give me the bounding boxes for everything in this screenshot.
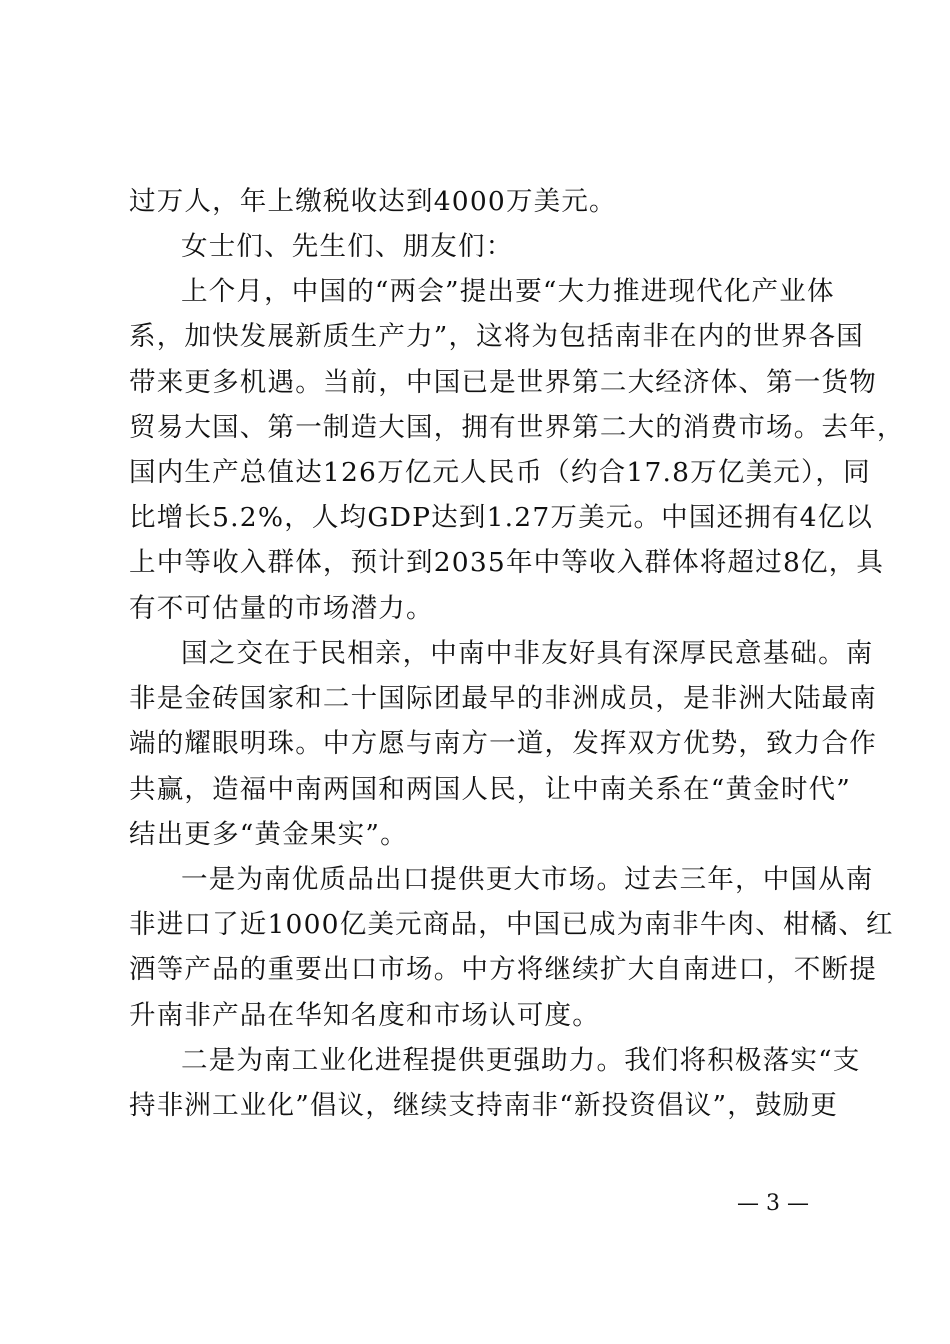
text-line-13: 端的耀眼明珠。中方愿与南方一道，发挥双方优势，致力合作	[129, 728, 877, 759]
text-line-8: 比增长5.2%，人均GDP达到1.27万美元。中国还拥有4亿以	[129, 502, 874, 533]
page-number: — 3 —	[737, 1191, 809, 1216]
text-line-16: 一是为南优质品出口提供更大市场。过去三年，中国从南	[181, 864, 874, 895]
text-line-15: 结出更多“黄金果实”。	[129, 819, 408, 850]
text-line-12: 非是金砖国家和二十国际团最早的非洲成员，是非洲大陆最南	[129, 683, 877, 714]
text-line-21: 持非洲工业化”倡议，继续支持南非“新投资倡议”，鼓励更	[129, 1090, 839, 1121]
text-line-1: 过万人，年上缴税收达到4000万美元。	[129, 186, 617, 217]
text-line-10: 有不可估量的市场潜力。	[129, 593, 434, 624]
text-line-5: 带来更多机遇。当前，中国已是世界第二大经济体、第一货物	[129, 367, 877, 398]
text-line-3: 上个月，中国的“两会”提出要“大力推进现代化产业体	[181, 276, 835, 307]
text-line-18: 酒等产品的重要出口市场。中方将继续扩大自南进口，不断提	[129, 954, 877, 985]
text-line-19: 升南非产品在华知名度和市场认可度。	[129, 1000, 600, 1031]
text-line-17: 非进口了近1000亿美元商品，中国已成为南非牛肉、柑橘、红	[129, 909, 894, 940]
text-line-14: 共赢，造福中南两国和两国人民，让中南关系在“黄金时代”	[129, 774, 851, 805]
text-line-6: 贸易大国、第一制造大国，拥有世界第二大的消费市场。去年，	[129, 412, 905, 443]
text-line-2: 女士们、先生们、朋友们：	[181, 231, 514, 262]
text-line-20: 二是为南工业化进程提供更强助力。我们将积极落实“支	[181, 1045, 861, 1076]
text-line-7: 国内生产总值达126万亿元人民币（约合17.8万亿美元），同	[129, 457, 871, 488]
text-line-4: 系，加快发展新质生产力”，这将为包括南非在内的世界各国	[129, 321, 864, 352]
text-line-11: 国之交在于民相亲，中南中非友好具有深厚民意基础。南	[181, 638, 874, 669]
text-line-9: 上中等收入群体，预计到2035年中等收入群体将超过8亿，具	[129, 547, 885, 578]
